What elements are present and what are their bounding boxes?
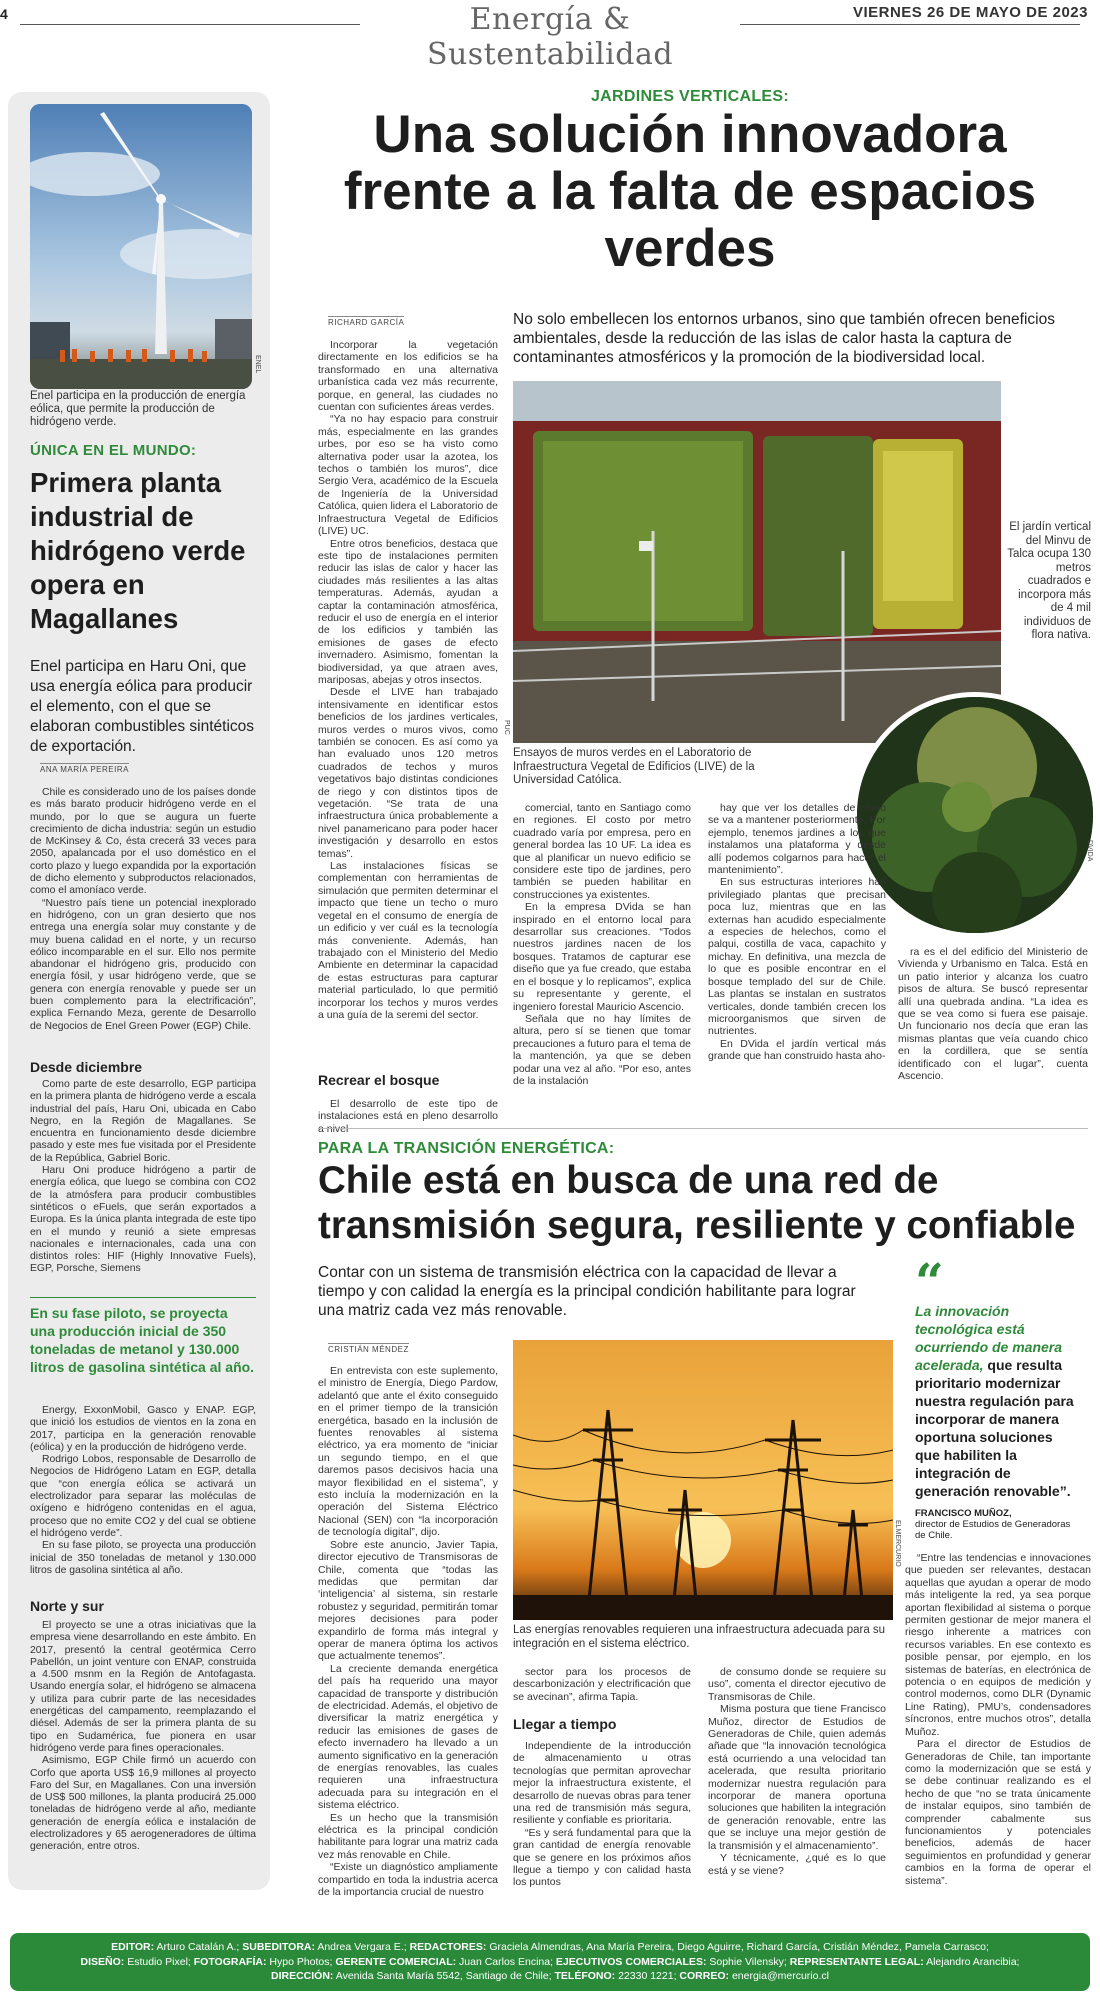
article2-kicker: PARA LA TRANSICIÓN ENERGÉTICA:: [318, 1140, 615, 1157]
footer-label: DISEÑO:: [80, 1955, 125, 1968]
quote-mark-icon: “: [915, 1252, 944, 1311]
pull-quote-highlight: La innovación tecnológica está ocurriendo de manera acelerada,: [915, 1303, 1063, 1373]
pull-quote: [915, 1252, 1075, 1541]
photo2-caption: Las energías renovables requieren una infraestructura adecuada para su integración en el sistema eléctrico.: [513, 1624, 886, 1650]
footer-label: GERENTE COMERCIAL:: [335, 1955, 457, 1968]
paragraph: Independiente de la introducción de almacenamiento u otras tecnologías que permitan aprovechar mejor la infraestructura existente, el desarrollo de nuevas obras para tener una red de transmisión más segura, resiliente y confiable es prioritaria.: [513, 1740, 691, 1827]
paragraph: En su fase piloto, se proyecta una producción inicial de 350 toneladas de metanol y 130.000 litros de gasolina sintética al año.: [30, 1540, 256, 1576]
paragraph: comercial, tanto en Santiago como en regiones. El costo por metro cuadrado varía por empresa, pero en general bordea las 10 UF. La idea es que al planificar un nuevo edificio se considere este tipo de jardines, pero también se pueden habilitar en construcciones ya existentes.: [513, 802, 691, 901]
paragraph: Entre otros beneficios, destaca que este tipo de instalaciones permiten reducir las islas de calor y hacer las ciudades más resilientes a las altas temperaturas. Además, ayudan a captar la contaminación atmosférica, reducir el uso de energía en el interior de los edificios y también las emisiones de gases de efecto invernadero. Asimismo, fomentan la biodiversidad, ya que atraen aves, mariposas, abejas y otros insectos.: [318, 537, 498, 686]
paragraph: Y técnicamente, ¿qué es lo que está y se viene?: [708, 1852, 886, 1877]
paragraph: Misma postura que tiene Francisco Muñoz, director de Estudios de Generadoras de Chile, quien además añade que “la innovación tecnológica está ocurriendo a una velocidad tan acelerada, que resulta prioritario modernizar nuestra regulación para incorporar de manera oportuna soluciones que habiliten la integración de generación renovable, entre las que se incluye una mejor gestión de la transmisión y el almacenamiento”.: [708, 1703, 886, 1852]
article1-column-1: [318, 339, 498, 1021]
header-rule-right: [740, 24, 1080, 25]
pull-quote-author: FRANCISCO MUÑOZ,: [915, 1508, 1012, 1519]
article1-column-2: [513, 802, 691, 1087]
paragraph: En sus estructuras interiores han privilegiado plantas que precisan poca luz, mientras que en las externas han acudido especialmente a especies de helechos, como el palqui, costilla de vaca, capachito y michay. En definitiva, una mezcla de lo que es posible encontrar en el bosque templado del sur de Chile. Las plantas se instalan en sustratos verticales, donde también crecen los microorganismos que sirven de nutrientes.: [708, 876, 886, 1038]
footer-value: Avenida Santa María 5542, Santiago de Chile;: [335, 1970, 552, 1982]
section-title: Energía & Sustentabilidad: [426, 2, 674, 72]
article1-column-1-end: [318, 1098, 498, 1135]
photo1-caption: Ensayos de muros verdes en el Laboratorio de Infraestructura Vegetal de Edificios (LIVE) de la Universidad Católica.: [513, 747, 755, 786]
footer-label: EJECUTIVOS COMERCIALES:: [555, 1955, 707, 1968]
paragraph: El desarrollo de este tipo de instalaciones está en pleno desarrollo: [318, 1098, 498, 1123]
sidebar-headline: Primera planta industrial de hidrógeno verde opera en Magallanes: [30, 467, 246, 634]
issue-date: VIERNES 26 DE MAYO DE 2023: [852, 4, 1088, 21]
green-wall-illustration: [513, 381, 1001, 743]
footer-value: energia@mercurio.cl: [731, 1970, 829, 1982]
paragraph: de consumo donde se requiere su uso”, comenta el director ejecutivo de Transmisoras de Chile.: [708, 1666, 886, 1703]
dvida-garden-photo: [852, 692, 1098, 938]
paragraph: “Existe un diagnóstico ampliamente compartido en toda la industria acerca de la importancia crucial de nuestro: [318, 1861, 498, 1899]
circle-photo-caption: El jardín vertical del Minvu de Talca ocupa 130 metros cuadrados e incorpora más de 4 mil individuos de flora nativa.: [1007, 521, 1091, 641]
sidebar-body-4: [30, 1620, 256, 1854]
article2-subhead: Llegar a tiempo: [513, 1716, 617, 1732]
footer-label: CORREO:: [679, 1970, 730, 1982]
article-divider: [318, 1128, 1088, 1129]
footer-line-3: [10, 1969, 1090, 1984]
footer-value: Hypo Photos;: [269, 1955, 333, 1968]
paragraph: Es un hecho que la transmisión eléctrica es la principal condición habilitante para lograr una matriz cada vez más renovable en Chile.: [318, 1811, 498, 1861]
indoor-garden-illustration: [857, 697, 1093, 933]
circle-photo-credit: DVIDA: [1086, 840, 1093, 862]
paragraph: “Nuestro país tiene un potencial inexplorado en hidrógeno, con un gran desierto que nos entrega una energía solar muy constante y de muy buena calidad en el norte, y un recurso eólico incomparable en el sur. Ello nos permite abandonar el hidrógeno gris, producido con energía fósil, y usar hidrógeno verde, que se genera con energía renovable y puede ser un buen complemento para la electrificación”, explica Fernando Meza, gerente de Desarrollo de Negocios de Enel Green Power (EGP) Chile.: [30, 897, 256, 1032]
footer-line-2: [10, 1955, 1090, 1970]
paragraph: Como parte de este desarrollo, EGP participa en la primera planta de hidrógeno verde a escala industrial del país, Haru Oni, ubicada en Cabo Negro, en la Región de Magallanes. Se encuentra en funcionamiento desde diciembre pasado y este mes fue visitada por el Presidente de la República, Gabriel Boric.: [30, 1079, 256, 1164]
article1-headline: Una solución innovadora frente a la falta de espacios verdes: [343, 105, 1037, 278]
paragraph: Las instalaciones físicas se complementan con herramientas de simulación que permiten determinar el impacto que tiene un techo o muro vegetal en el consumo de energía de un edificio y ver cuál es la tecnología más conveniente. Además, han trabajado con el Ministerio del Medio Ambiente en determinar la capacidad de estas estructuras para capturar material particulado, lo que permitió incorporar los techos y muros verdes a una guía de la seremi del sector.: [318, 860, 498, 1021]
sidebar-deck: Enel participa en Haru Oni, que usa energía eólica para producir el elemento, con el que se elaboran combustibles sintéticos de exportación.: [30, 658, 255, 755]
footer-value: Estudio Pixel;: [127, 1955, 191, 1968]
footer-label: TELÉFONO:: [554, 1970, 616, 1982]
paragraph: Rodrigo Lobos, responsable de Desarrollo de Negocios de Hidrógeno Latam en EGP, detalla que “con energía eólica se activará un electrolizador para separar las moléculas de oxígeno e hidrógeno contenidas en el agua, proceso que no emite CO2 y del cual se obtiene el hidrógeno verde”.: [30, 1454, 256, 1539]
photo1-credit: PUC: [503, 720, 510, 735]
pull-quote-role: director de Estudios de Generadoras de Chile.: [915, 1519, 1071, 1541]
article2-column-4: [905, 1552, 1091, 1887]
paragraph: En entrevista con este suplemento, el ministro de Energía, Diego Pardow, adelantó que ante el éxito conseguido en el primer tiempo de la transición energética, basado en la inclusión de fuentes renovables al sistema eléctrico, ya era momento de “iniciar un segundo tiempo, en el que daremos pasos decisivos hacia una mayor flexibilidad en el sistema”, y esto incluía la modernización en la operación del Sistema Eléctrico Nacional (SEN) con “la incorporación de tecnología digital”, dijo.: [318, 1365, 498, 1539]
footer-value: Andrea Vergara E.;: [317, 1941, 407, 1953]
footer-label: DIRECCIÓN:: [271, 1970, 334, 1982]
photo-credit: ENEL: [254, 355, 261, 374]
footer-line-1: [10, 1933, 1090, 1955]
article1-column-4: [898, 946, 1088, 1082]
article1-column-3: [708, 802, 886, 1063]
paragraph: Asimismo, EGP Chile firmó un acuerdo con Corfo que aporta US$ 16,9 millones al proyecto Faro del Sur, en Magallanes. Con una inversión de US$ 500 millones, la planta producirá 25.000 toneladas de hidrógeno verde al año, mediante generación de energía eólica e instalación de electrolizadores y 65 aerogeneradores de última generación, entre otros.: [30, 1755, 256, 1853]
paragraph: sector para los procesos de descarbonización y electrificación que se avecinan”, afirma Tapia.: [513, 1666, 691, 1703]
wind-turbine-illustration: [30, 104, 252, 389]
pull-quote-rest: que resulta prioritario modernizar nuestra regulación para incorporar de manera oportuna soluciones que habiliten la integración de generación renovable”.: [915, 1357, 1074, 1499]
footer-value: Arturo Catalán A.;: [156, 1941, 240, 1953]
sidebar-body-1: [30, 787, 256, 1033]
sidebar-body-2: [30, 1079, 256, 1276]
paragraph: Chile es considerado uno de los países donde es más barato producir hidrógeno verde en el mundo, por lo que se augura un fuerte crecimiento de dicha industria: según un estudio de McKinsey & Co, ésta crecerá 33 veces para 2050, apalancada por el uso doméstico en el corto plazo y luego expandida por la exportación de dicho elemento y subproductos relacionados, como el amoníaco verde.: [30, 787, 256, 897]
paragraph: La creciente demanda energética del país ha requerido una mayor capacidad de transporte y distribución de electricidad. Además, el objetivo de diversificar la matriz energética y reducir las emisiones de gases de efecto invernadero ha llevado a un aumento significativo en la generación de energías renovables, las cuales requieren una infraestructura adecuada para su integración en el sistema eléctrico.: [318, 1662, 498, 1812]
paragraph: “Ya no hay espacio para construir más, especialmente en las grandes urbes, por eso se ha visto como alternativa poder usar la azotea, los techos o también los muros”, dice Sergio Vera, académico de la Escuela de Ingeniería de la Universidad Católica, quien lidera el Laboratorio de Infraestructura Vegetal de Edificios (LIVE) UC.: [318, 413, 498, 538]
article1-deck: No solo embellecen los entornos urbanos, sino que también ofrecen beneficios ambientales, desde la reducción de las islas de calor hasta la captura de contaminantes atmosféricos y la promoción de la biodiversidad local.: [513, 311, 1055, 366]
paragraph: Desde el LIVE han trabajado intensivamente en identificar estos beneficios de los jardines verticales, muros verdes o muros vivos, como también se conocen. Es así como ya han evaluado unos 120 metros cuadrados de techos y muros vegetativos bajo distintas condiciones de riego y con distintos tipos de vegetación. “Se trata de una infraestructura única probablemente a nivel panamericano para poder hacer investigación y desarrollo en estos temas”.: [318, 686, 498, 860]
sidebar-subhead-2: Norte y sur: [30, 1598, 104, 1614]
header-rule-left: [20, 24, 360, 25]
article2-column-1: [318, 1365, 498, 1898]
paragraph: Señala que no hay límites de altura, pero sí se tienen que tomar precauciones a futuro para el tema de la mantención, ya que se deben podar una vez al año. “Por eso, antes de la instalación: [513, 1012, 691, 1087]
article2-deck: Contar con un sistema de transmisión eléctrica con la capacidad de llevar a tiempo y con calidad la energía es la principal condición habilitante para lograr una matriz cada vez más renovable.: [318, 1264, 856, 1319]
sidebar-byline: ANA MARÍA PEREIRA: [40, 765, 129, 774]
paragraph: Sobre este anuncio, Javier Tapia, director ejecutivo de Transmisoras de Chile, comenta que “todas las medidas que permitan dar ‘inteligencia’ al sistema, sin restarle robustez y seguridad, permitirán tomar mejores decisiones para poder expandirlo de forma más integral y operar de manera óptima los activos que actualmente tenemos”.: [318, 1538, 498, 1663]
article1-kicker: JARDINES VERTICALES:: [590, 88, 790, 105]
power-lines-photo: [513, 1340, 893, 1620]
article1-byline: RICHARD GARCÍA: [328, 318, 405, 327]
article2-column-2b: [513, 1740, 691, 1889]
footer-label: SUBEDITORA:: [242, 1941, 315, 1953]
footer-value: 22330 1221;: [618, 1970, 677, 1982]
photo-caption: Enel participa en la producción de energía eólica, que permite la producción de hidrógeno verde.: [30, 390, 246, 428]
article2-byline: CRISTIÁN MÉNDEZ: [328, 1345, 409, 1354]
sidebar-subhead-1: Desde diciembre: [30, 1059, 143, 1075]
paragraph: Para el director de Estudios de Generadoras de Chile, tan importante como la modernización que se está y se debe continuar realizando es el hecho de que “no se trata únicamente de instalar equipos, sino también de comprender cabalmente sus funcionamientos y potenciales beneficios, además de hacer seguimientos en profundidad y generar cambios en la forma de operar el sistema”.: [905, 1738, 1091, 1887]
wind-turbine-photo: [30, 104, 252, 389]
paragraph: En DVida el jardín vertical más grande que han construido hasta aho-: [708, 1037, 886, 1063]
footer-label: EDITOR:: [111, 1941, 155, 1953]
paragraph: Incorporar la vegetación directamente en los edificios se ha transformado en una alternativa urbanística cada vez más recurrente, porque, en general, las ciudades no cuentan con suficientes áreas verdes.: [318, 339, 498, 414]
article2-headline: Chile está en busca de una red de transmisión segura, resiliente y confiable: [318, 1159, 1076, 1247]
sidebar-body-3: [30, 1405, 256, 1577]
footer-value: Alejandro Arancibia;: [926, 1955, 1020, 1968]
paragraph: En la empresa DVida se han inspirado en el entorno local para desarrollar sus creaciones. “Todos nuestros jardines nacen de los bosques. Tratamos de capturar ese diseño que ya fue creado, que estaba en el bosque y lo replicamos”, explica su representante y gerente, el ingeniero forestal Mauricio Ascencio.: [513, 901, 691, 1013]
sidebar-highlight: En su fase piloto, se proyecta una producción inicial de 350 toneladas de metanol y 130.000 litros de gasolina sintética al año.: [30, 1297, 256, 1376]
footer-label: REPRESENTANTE LEGAL:: [789, 1955, 924, 1968]
footer-value: Juan Carlos Encina;: [459, 1955, 553, 1968]
green-wall-photo: [513, 381, 1001, 743]
paragraph: Energy, ExxonMobil, Gasco y ENAP. EGP, que inició los estudios de vientos en la zona en 2017, participa en la generación renovable (eólica) y en la producción de hidrógeno verde.: [30, 1405, 256, 1453]
paragraph: “Es y será fundamental para que la gran cantidad de energía renovable que se genere en los próximos años llegue a tiempo y con calidad hasta los puntos: [513, 1826, 691, 1889]
footer-label: FOTOGRAFÍA:: [193, 1955, 267, 1968]
paragraph: “Entre las tendencias e innovaciones que pueden ser relevantes, destacan aquellas que ayudan a operar de modo más inteligente la red, ya sea porque aportan flexibilidad al sistema o porque permiten gestionar de mejor manera el riesgo inherente a matrices con recursos variables. En ese contexto es posible pensar, por ejemplo, en los sistemas de baterías, en electrónica de potencia o en equipos de medición y control modernos, como DLR (Dynamic Line Rating), PMU’s, condensadores síncronos, entre muchos otros”, detalla Muñoz.: [905, 1552, 1091, 1738]
article2-column-2: [513, 1666, 691, 1703]
page-number: 4: [0, 6, 8, 22]
sidebar-kicker: ÚNICA EN EL MUNDO:: [30, 442, 197, 459]
paragraph: hay que ver los detalles de cómo se va a mantener posteriormente. Por ejemplo, tenemos jardines a los que instalamos una plataforma y desde allí podemos colgarnos para hacer el mantenimiento”.: [708, 802, 886, 877]
footer-value: Sophie Vilensky;: [709, 1955, 787, 1968]
credits-footer: [10, 1933, 1090, 1991]
paragraph: El proyecto se une a otras iniciativas que la empresa viene desarrollando en este ámbito. En 2017, presentó la central geotérmica Cerro Pabellón, un joint venture con ENAP, construida a 4.500 msnm en la Región de Antofagasta. Usando energía solar, el hidrógeno se almacena y utiliza para cubrir parte de las necesidades energéticas del campamento, reemplazando el diésel. Además de ser la primera planta de su tipo en Sudamérica, fue pionera en usar hidrógeno verde para fines operacionales.: [30, 1620, 256, 1754]
footer-value: Graciela Almendras, Ana María Pereira, Diego Aguirre, Richard García, Cristián Méndez, Pamela Carrasco;: [489, 1941, 989, 1953]
paragraph: ra es el del edificio del Ministerio de Vivienda y Urbanismo en Talca. Está en un patio interior y alcanza los cuatro pisos de altura. Se buscó representar allí una quebrada andina. “La idea es que se vea como si fuera ese paisaje. Un funcionario nos decía que eran las mismas plantas que veía cuando chico en la cordillera, que se sentía identificado con el lugar”, cuenta Ascencio.: [898, 946, 1088, 1083]
pull-quote-text: [915, 1302, 1075, 1500]
footer-label: REDACTORES:: [409, 1941, 487, 1953]
transmission-towers-illustration: [513, 1340, 893, 1620]
article1-subhead: Recrear el bosque: [318, 1072, 440, 1088]
photo2-credit: ELMERCURIO: [894, 1520, 901, 1567]
paragraph: Haru Oni produce hidrógeno a partir de energía eólica, que luego se combina con CO2 de la atmósfera para producir combustibles sintéticos o eFuels, que serán exportados a Europa. Es la única planta integrada de este tipo en el mundo y reunió a siete empresas nacionales e internacionales, cada una con distintos roles: HIF (Highly Innovative Fuels), EGP, Porsche, Siemens: [30, 1165, 256, 1275]
article2-column-3: [708, 1666, 886, 1877]
